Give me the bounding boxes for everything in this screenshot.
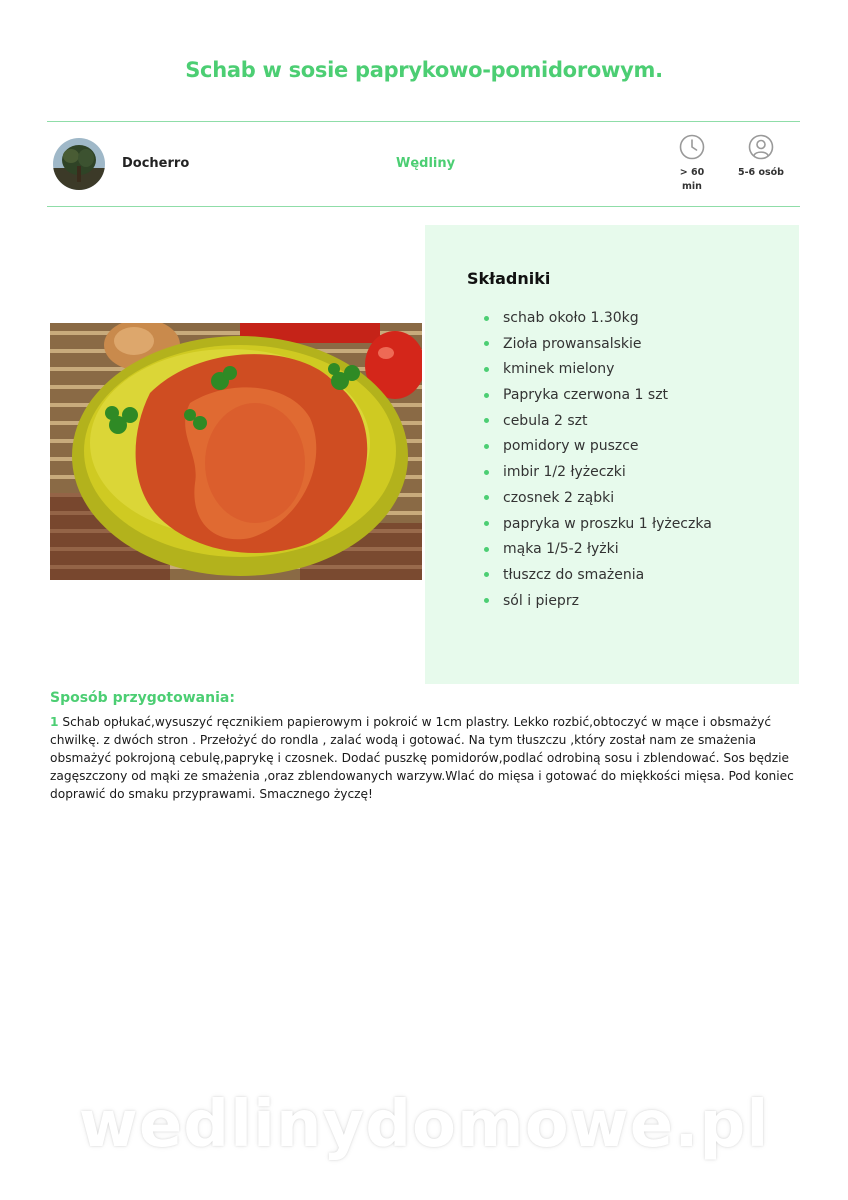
- ingredient-item: sól i pieprz: [503, 592, 712, 618]
- ingredient-item: kminek mielony: [503, 360, 712, 386]
- header-divider-bottom: [47, 206, 800, 207]
- clock-icon: [679, 134, 705, 160]
- author-name[interactable]: Docherro: [122, 156, 190, 171]
- preparation-step: [50, 713, 800, 803]
- ingredients-panel: [425, 225, 799, 684]
- header-divider-top: [47, 121, 800, 122]
- user-icon: [748, 134, 774, 160]
- ingredient-item: mąka 1/5-2 łyżki: [503, 540, 712, 566]
- recipe-category[interactable]: Wędliny: [396, 156, 456, 171]
- prep-time-value: > 60 min: [679, 167, 705, 192]
- servings: [731, 134, 791, 180]
- step-number: 1: [50, 715, 59, 729]
- ingredient-item: tłuszcz do smażenia: [503, 566, 712, 592]
- step-text: Schab opłukać,wysuszyć ręcznikiem papierowym i pokroić w 1cm plastry. Lekko rozbić,obtoczyć w mące i obsmażyć chwilkę. z dwóch stron . Przełożyć do rondla , zalać wodą i gotować. Na tym tłuszczu ,który został nam ze smażenia obsmażyć pokrojoną cebulę,paprykę i czosnek. Dodać puszkę pomidorów,podlać odrobiną sosu i zblendować. Sos będzie zagęszczony od mąki ze smażenia ,oraz zblendowanych warzyw.Wlać do mięsa i gotować do miękkości mięsa. Pod koniec doprawić do smaku przyprawami. Smacznego życzę!: [50, 715, 794, 801]
- ingredient-item: schab około 1.30kg: [503, 309, 712, 335]
- ingredient-item: papryka w proszku 1 łyżeczka: [503, 515, 712, 541]
- ingredient-item: pomidory w puszce: [503, 437, 712, 463]
- ingredient-item: Papryka czerwona 1 szt: [503, 386, 712, 412]
- ingredient-item: czosnek 2 ząbki: [503, 489, 712, 515]
- author-avatar[interactable]: [53, 138, 105, 190]
- ingredient-item: Zioła prowansalskie: [503, 335, 712, 361]
- site-watermark: wedlinydomowe.pl: [78, 1088, 770, 1162]
- prep-time: [667, 134, 717, 194]
- recipe-title: Schab w sosie paprykowo-pomidorowym.: [185, 58, 663, 82]
- ingredient-item: imbir 1/2 łyżeczki: [503, 463, 712, 489]
- ingredients-title: Składniki: [467, 269, 551, 288]
- recipe-photo: [50, 323, 422, 580]
- ingredients-list: [503, 309, 712, 617]
- preparation-title: Sposób przygotowania:: [50, 690, 235, 706]
- ingredient-item: cebula 2 szt: [503, 412, 712, 438]
- servings-value: 5-6 osób: [738, 167, 784, 178]
